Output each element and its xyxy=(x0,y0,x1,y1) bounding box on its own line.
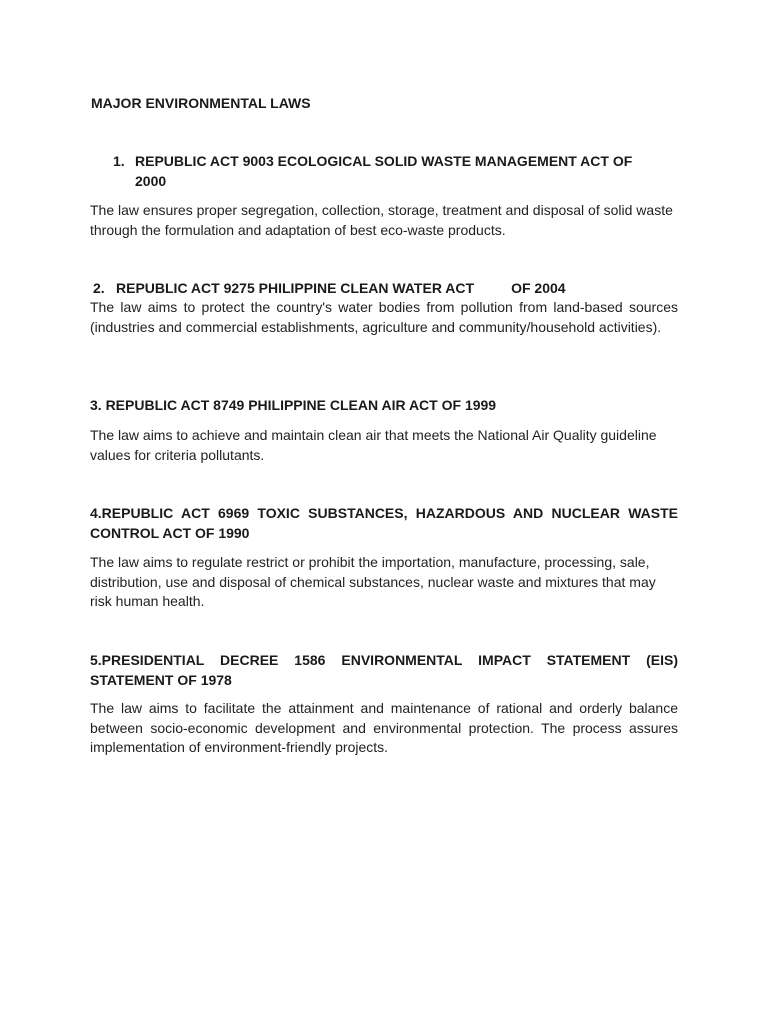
law-2-heading-tail: OF 2004 xyxy=(511,280,566,296)
law-1-heading xyxy=(113,152,683,191)
law-4-heading: 4.REPUBLIC ACT 6969 TOXIC SUBSTANCES, HAZARDOUS AND NUCLEAR WASTE CONTROL ACT OF 1990 xyxy=(90,505,678,541)
law-5-description: The law aims to facilitate the attainment and maintenance of rational and orderly balance between socio-economic development and environmental protection. The process assures implementation of environment-friendly projects. xyxy=(90,700,678,755)
law-2-number: 2. xyxy=(93,280,105,296)
law-4-description: The law aims to regulate restrict or prohibit the importation, manufacture, processing, sale, distribution, use and disposal of chemical substances, nuclear waste and mixtures that may risk human health. xyxy=(90,554,656,609)
law-3-description: The law aims to achieve and maintain clean air that meets the National Air Quality guideline values for criteria pollutants. xyxy=(90,427,657,463)
law-2-heading-main: REPUBLIC ACT 9275 PHILIPPINE CLEAN WATER ACT xyxy=(116,280,475,296)
law-2-heading xyxy=(93,279,683,299)
law-3-heading: 3. REPUBLIC ACT 8749 PHILIPPINE CLEAN AIR ACT OF 1999 xyxy=(90,397,497,413)
law-1-heading-line1: REPUBLIC ACT 9003 ECOLOGICAL SOLID WASTE MANAGEMENT ACT OF xyxy=(135,153,633,169)
law-1-number: 1. xyxy=(113,153,125,169)
law-1-heading-line2: 2000 xyxy=(135,172,167,189)
law-1-description: The law ensures proper segregation, collection, storage, treatment and disposal of solid waste through the formulation and adaptation of best eco-waste products. xyxy=(90,202,673,238)
document-title: MAJOR ENVIRONMENTAL LAWS xyxy=(91,95,311,111)
law-2-description: The law aims to protect the country's water bodies from pollution from land-based sources (industries and commercial establishments, agriculture and community/household activities). xyxy=(90,299,678,335)
law-5-heading: 5.PRESIDENTIAL DECREE 1586 ENVIRONMENTAL IMPACT STATEMENT (EIS) STATEMENT OF 1978 xyxy=(90,652,678,688)
